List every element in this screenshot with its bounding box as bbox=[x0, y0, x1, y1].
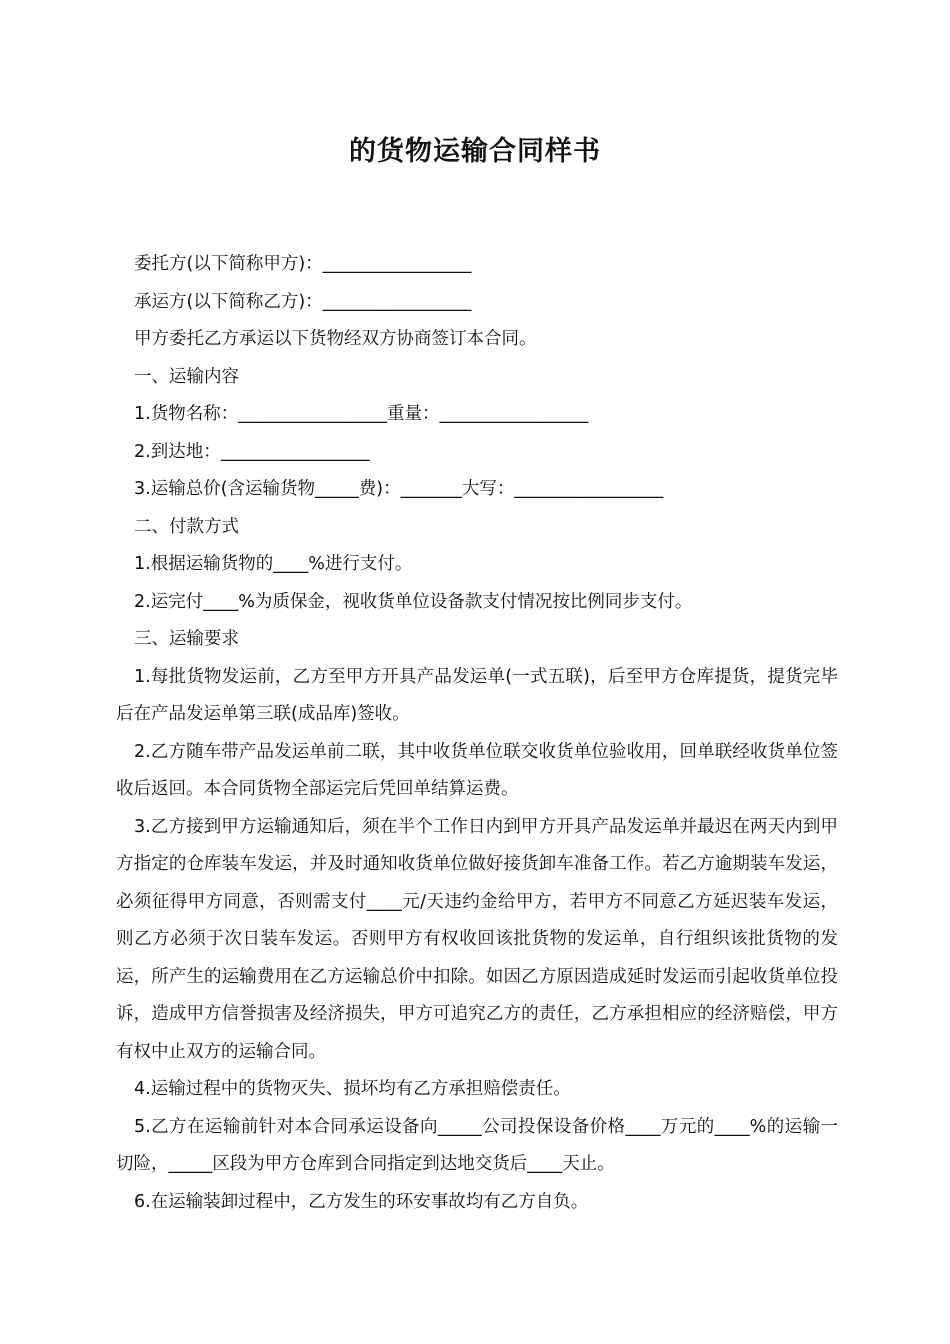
section-heading-transport-content: 一、运输内容 bbox=[134, 366, 239, 387]
client-party-line: 委托方(以下简称甲方)：_________________ bbox=[134, 254, 472, 274]
document-title: 的货物运输合同样书 bbox=[349, 136, 601, 167]
payment-item-2: 2.运完付____%为质保金，视收货单位设备款支付情况按比例同步支付。 bbox=[134, 591, 693, 612]
requirement-paragraph-3: 3.乙方接到甲方运输通知后，须在半个工作日内到甲方开具产品发运单并最迟在两天内到甲方指定的仓库装车发运，并及时通知收货单位做好接货卸车准备工作。若乙方逾期装车发运，必须征得甲方同意，否则需支付____元/天违约金给甲方，若甲方不同意乙方延迟装车发运，则乙方必须于次日装车发运。否则甲方有权收回该批货物的发运单，自行组织该批货物的发运，所产生的运输费用在乙方运输总价中扣除。如因乙方原因造成延时发运而引起收货单位投诉，造成甲方信誉损害及经济损失，甲方可追究乙方的责任，乙方承担相应的经济赔偿，甲方有权中止双方的运输合同。 bbox=[116, 816, 838, 1062]
requirement-paragraph-6: 6.在运输装卸过程中，乙方发生的环安事故均有乙方自负。 bbox=[134, 1191, 589, 1212]
carrier-party-line: 承运方(以下简称乙方)：_________________ bbox=[134, 291, 472, 312]
requirement-paragraph-2: 2.乙方随车带产品发运单前二联，其中收货单位联交收货单位验收用，回单联经收货单位签收后返回。本合同货物全部运完后凭回单结算运费。 bbox=[116, 741, 838, 799]
document-body bbox=[116, 246, 838, 1221]
cargo-name-weight-line: 1.货物名称：_________________重量：_________________ bbox=[134, 404, 589, 424]
requirement-paragraph-5: 5.乙方在运输前针对本合同承运设备向_____公司投保设备价格____万元的____%的运输一切险，_____区段为甲方仓库到合同指定到达地交货后____天止。 bbox=[116, 1116, 838, 1174]
requirement-paragraph-4: 4.运输过程中的货物灭失、损坏均有乙方承担赔偿责任。 bbox=[134, 1079, 571, 1099]
section-heading-payment: 二、付款方式 bbox=[134, 516, 239, 537]
section-heading-requirements: 三、运输要求 bbox=[134, 629, 239, 649]
destination-line: 2.到达地：_________________ bbox=[134, 441, 370, 462]
requirement-paragraph-1: 1.每批货物发运前，乙方至甲方开具产品发运单(一式五联)，后至甲方仓库提货，提货完毕后在产品发运单第三联(成品库)签收。 bbox=[116, 666, 838, 724]
total-price-line: 3.运输总价(含运输货物_____费)：_______大写：_________________ bbox=[134, 479, 664, 499]
intro-line: 甲方委托乙方承运以下货物经双方协商签订本合同。 bbox=[134, 329, 537, 349]
payment-item-1: 1.根据运输货物的____%进行支付。 bbox=[134, 554, 413, 574]
